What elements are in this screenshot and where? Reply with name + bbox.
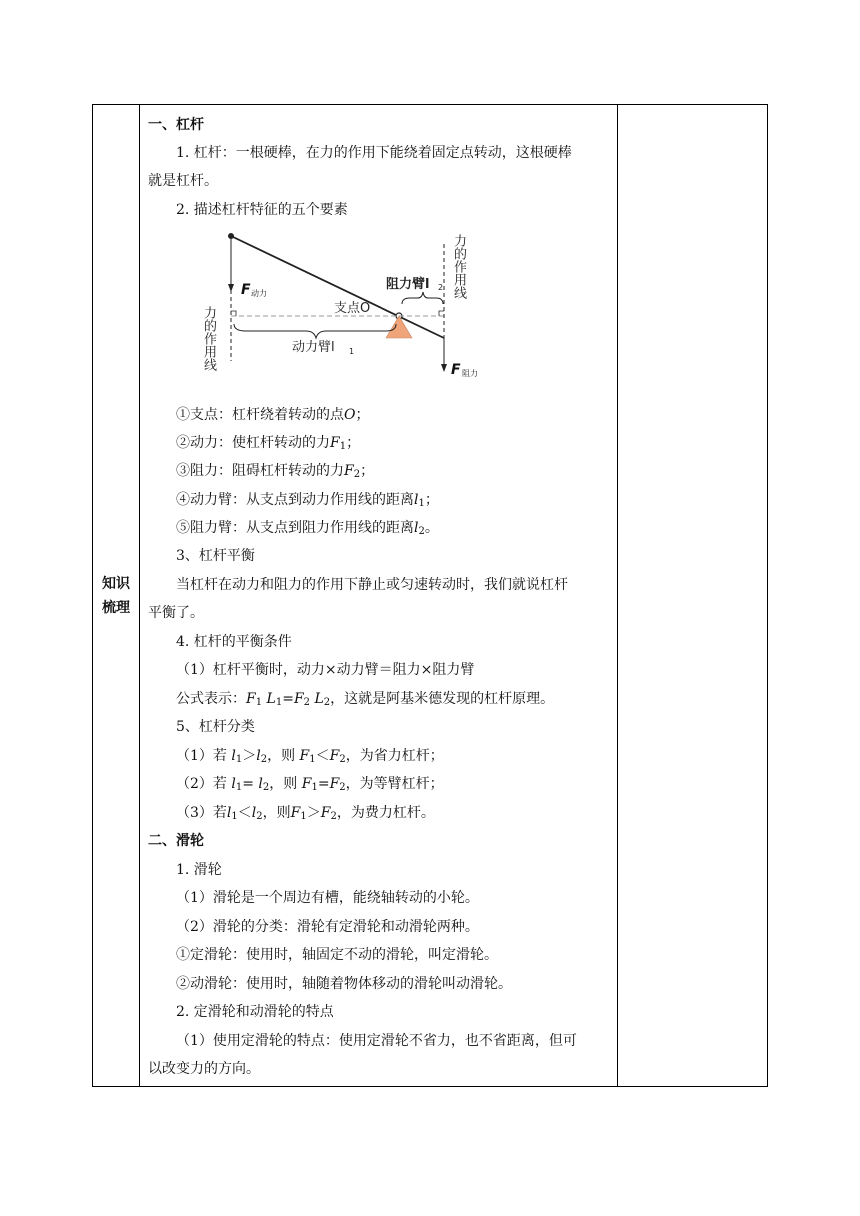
balance-heading: 3、杠杆平衡: [176, 548, 255, 564]
section-heading-lever: 一、杠杆: [148, 117, 204, 133]
class-equal-arm: （2）若 $l_1= l_2$，则 $F_1=F_2$，为等臂杠杆；: [176, 776, 444, 793]
classification-heading: 5、杠杆分类: [176, 719, 255, 735]
element-load-arm: ⑤阻力臂：从支点到阻力作用线的距离$l_2$。: [176, 520, 439, 537]
fixed-pulley-feature-line2: 以改变力的方向。: [148, 1061, 260, 1077]
lever-definition-line1: 1. 杠杆：一根硬棒，在力的作用下能绕着固定点转动，这根硬棒: [176, 145, 572, 161]
pulley-features-heading: 2. 定滑轮和动滑轮的特点: [176, 1004, 334, 1020]
arm2-label: 阻力臂l: [386, 277, 430, 292]
class-force-costing: （3）若$l_1<l_2$，则$F_1>F_2$，为费力杠杆。: [176, 805, 435, 822]
element-fulcrum: ①支点：杠杆绕着转动的点O；: [176, 407, 370, 423]
movable-pulley: ②动滑轮：使用时，轴随着物体移动的滑轮叫动滑轮。: [176, 976, 512, 992]
element-effort: ②动力：使杠杆转动的力$F_1$；: [176, 435, 361, 452]
action-line-right-label: 力的作用线: [451, 234, 466, 299]
f-zu-sub: 阻力: [462, 369, 478, 378]
arm2-sub: 2: [438, 283, 444, 292]
pulley-classification: （2）滑轮的分类：滑轮有定滑轮和动滑轮两种。: [176, 919, 479, 935]
balance-condition-heading: 4. 杠杆的平衡条件: [176, 634, 292, 650]
balance-text-line1: 当杠杆在动力和阻力的作用下静止或匀速转动时，我们就说杠杆: [176, 577, 568, 593]
content-cell: [140, 105, 618, 1086]
lever-diagram: [186, 226, 496, 386]
arm1-label: 动力臂l: [292, 340, 335, 355]
knowledge-table: [92, 104, 768, 1087]
row-label-cell: [93, 105, 139, 1086]
fixed-pulley: ①定滑轮：使用时，轴固定不动的滑轮，叫定滑轮。: [176, 947, 498, 963]
section-heading-pulley: 二、滑轮: [148, 833, 204, 849]
fulcrum-label: 支点O: [334, 301, 371, 316]
class-force-saving: （1）若 $l_1>l_2$，则 $F_1<F_2$，为省力杠杆；: [176, 748, 444, 765]
fixed-pulley-feature-line1: （1）使用定滑轮的特点：使用定滑轮不省力，也不省距离，但可: [176, 1033, 577, 1049]
balance-condition-text: （1）杠杆平衡时，动力×动力臂＝阻力×阻力臂: [176, 662, 475, 678]
f-zu-label: F: [451, 362, 461, 378]
pulley-heading: 1. 滑轮: [176, 862, 222, 878]
element-load: ③阻力：阻碍杠杆转动的力$F_2$；: [176, 463, 375, 480]
pulley-definition: （1）滑轮是一个周边有槽，能绕轴转动的小轮。: [176, 890, 479, 906]
f-dong-label: F: [241, 282, 251, 298]
arm1-sub: 1: [349, 347, 355, 356]
lever-definition-line2: 就是杠杆。: [148, 173, 218, 189]
formula-line: 公式表示：$F_1$ $L_1=F_2$ $L_2$，这就是阿基米德发现的杠杆原理。: [176, 691, 555, 708]
action-line-left-label: 力的作用线: [201, 306, 216, 371]
element-effort-arm: ④动力臂：从支点到动力作用线的距离$l_1$；: [176, 492, 439, 509]
f-dong-sub: 动力: [251, 289, 267, 298]
balance-text-line2: 平衡了。: [148, 605, 204, 621]
five-elements-heading: 2. 描述杠杆特征的五个要素: [176, 202, 348, 218]
row-label: 知识梳理: [102, 575, 130, 616]
